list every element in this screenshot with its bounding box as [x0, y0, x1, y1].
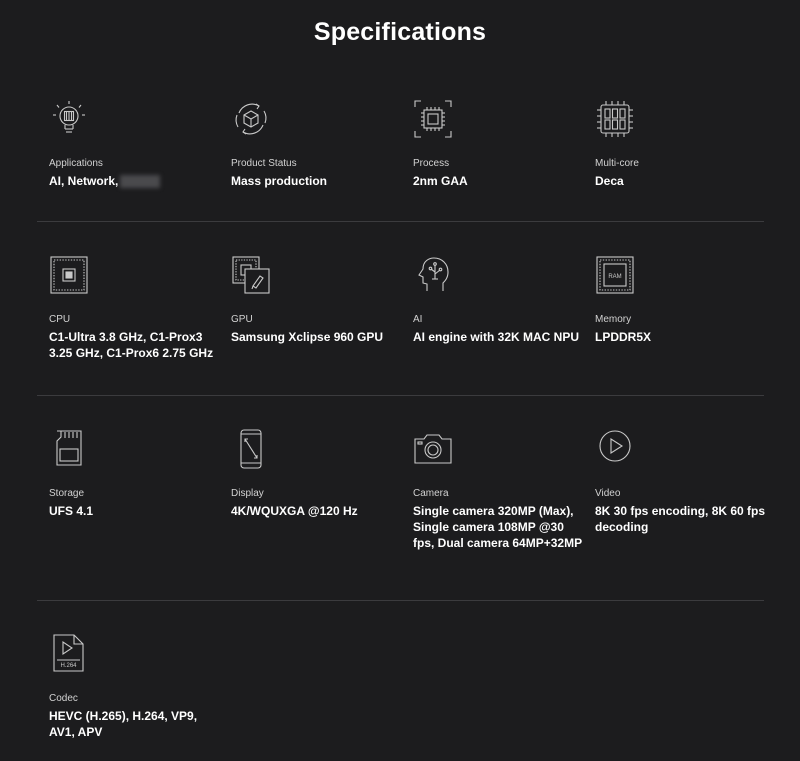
ai-head-icon — [413, 255, 453, 295]
spec-value: 8K 30 fps encoding, 8K 60 fps decoding — [595, 504, 766, 534]
spec-value: 4K/WQUXGA @120 Hz — [231, 504, 358, 518]
spec-label: Product Status — [231, 158, 297, 169]
spec-label: Codec — [49, 693, 78, 704]
gpu-icon — [231, 255, 271, 295]
spec-label: CPU — [49, 314, 71, 325]
spec-value: AI, Network, — [49, 173, 221, 189]
ram-chip-icon — [595, 255, 635, 295]
spec-label: Video — [595, 488, 621, 499]
spec-label: Display — [231, 488, 264, 499]
spec-label: Camera — [413, 488, 449, 499]
spec-value: 2nm GAA — [413, 174, 468, 188]
multicore-chip-icon — [595, 99, 635, 139]
spec-value: Single camera 320MP (Max), Single camera 108MP @30 fps, Dual camera 64MP+32MP — [413, 504, 583, 550]
display-phone-icon — [231, 429, 271, 469]
spec-label: Storage — [49, 488, 85, 499]
cpu-chip-icon — [49, 255, 89, 295]
divider — [37, 600, 764, 601]
spec-value: LPDDR5X — [595, 330, 652, 344]
spec-label: GPU — [231, 314, 253, 325]
divider — [37, 395, 764, 396]
svg-text:RAM: RAM — [608, 274, 622, 280]
play-circle-icon — [595, 429, 635, 469]
spec-value: UFS 4.1 — [49, 504, 94, 518]
redacted-region — [120, 175, 160, 188]
spec-value: Mass production — [231, 174, 328, 188]
spec-value: Samsung Xclipse 960 GPU — [231, 330, 384, 344]
spec-value: AI engine with 32K MAC NPU — [413, 330, 580, 344]
spec-label: Multi-core — [595, 158, 639, 169]
page-title: Specifications — [313, 18, 487, 46]
lightbulb-chip-icon — [49, 99, 89, 139]
spec-value: HEVC (H.265), H.264, VP9, AV1, APV — [49, 709, 198, 739]
spec-value: Deca — [595, 174, 624, 188]
storage-card-icon — [49, 429, 89, 469]
chip-frame-icon — [413, 99, 453, 139]
cycle-cube-icon — [231, 99, 271, 139]
h264-file-icon — [49, 634, 89, 674]
spec-label: AI — [413, 314, 423, 325]
spec-label: Process — [413, 158, 450, 169]
spec-label: Memory — [595, 314, 632, 325]
spec-value: C1-Ultra 3.8 GHz, C1-Prox3 3.25 GHz, C1-Prox6 2.75 GHz — [49, 330, 214, 360]
camera-icon — [413, 429, 453, 469]
divider — [37, 221, 764, 222]
svg-text:H.264: H.264 — [60, 663, 77, 669]
spec-label: Applications — [49, 158, 103, 169]
